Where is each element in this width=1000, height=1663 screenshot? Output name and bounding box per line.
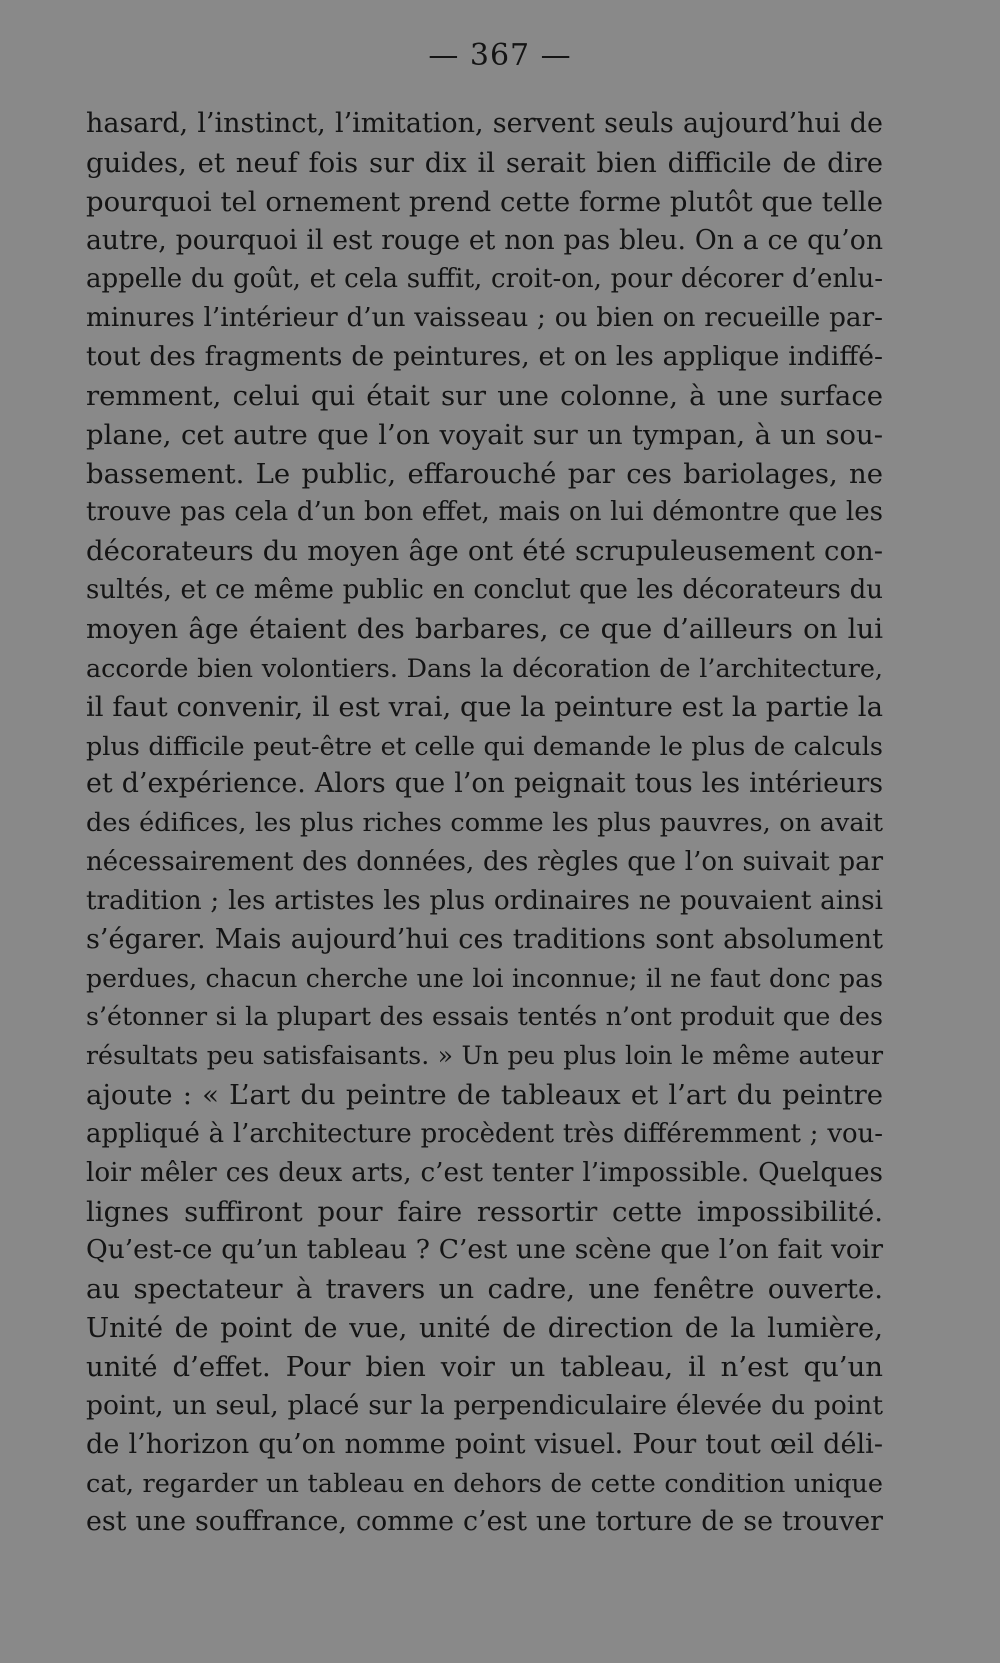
text-line: trouve pas cela d’un bon effet, mais on lui démontre que les	[86, 497, 883, 528]
body-text	[86, 105, 883, 1542]
text-line: point, un seul, placé sur la perpendiculaire élevée du point	[86, 1389, 883, 1421]
text-line: décorateurs du moyen âge ont été scrupuleusement con-	[86, 535, 883, 568]
text-line: cat, regarder un tableau en dehors de cette condition unique	[86, 1468, 883, 1499]
text-line: perdues, chacun cherche une loi inconnue; il ne faut donc pas	[86, 963, 883, 993]
text-line: s’étonner si la plupart des essais tentés n’ont produit que des	[86, 1002, 883, 1032]
text-line: résultats peu satisfaisants. » Un peu plus loin le même auteur	[86, 1041, 883, 1071]
text-line: plus difficile peut-être et celle qui demande le plus de calculs	[86, 730, 883, 761]
text-line: s’égarer. Mais aujourd’hui ces traditions sont absolument	[86, 923, 883, 955]
text-line: minures l’intérieur d’un vaisseau ; ou bien on recueille par-	[86, 303, 883, 334]
text-line: guides, et neuf fois sur dix il serait bien difficile de dire	[86, 146, 883, 179]
text-line: est une souffrance, comme c’est une torture de se trouver	[86, 1506, 883, 1538]
text-line: ajoute : « L’art du peintre de tableaux et l’art du peintre	[86, 1079, 883, 1112]
text-line: autre, pourquoi il est rouge et non pas bleu. On a ce qu’on	[86, 224, 883, 256]
text-line: lignes suffiront pour faire ressortir cette impossibilité.	[86, 1195, 883, 1228]
text-line: moyen âge étaient des barbares, ce que d’ailleurs on lui	[86, 612, 883, 645]
text-line: remment, celui qui était sur une colonne, à une surface	[86, 379, 883, 412]
text-line: des édifices, les plus riches comme les plus pauvres, on avait	[86, 808, 883, 839]
text-line: Unité de point de vue, unité de direction de la lumière,	[86, 1312, 883, 1345]
text-line: accorde bien volontiers. Dans la décoration de l’architecture,	[86, 652, 883, 683]
page-number: — 367 —	[428, 38, 572, 73]
text-line: nécessairement des données, des règles que l’on suivait par	[86, 847, 883, 878]
text-line: Qu’est-ce qu’un tableau ? C’est une scène que l’on fait voir	[86, 1234, 883, 1266]
text-line: il faut convenir, il est vrai, que la peinture est la partie la	[86, 690, 883, 723]
text-line: et d’expérience. Alors que l’on peignait tous les intérieurs	[86, 768, 883, 800]
text-line: tout des fragments de peintures, et on les applique indiffé-	[86, 341, 883, 373]
text-line: unité d’effet. Pour bien voir un tableau, il n’est qu’un	[86, 1351, 883, 1383]
text-line: pourquoi tel ornement prend cette forme plutôt que telle	[86, 185, 883, 218]
text-line: plane, cet autre que l’on voyait sur un tympan, à un sou-	[86, 418, 883, 451]
text-line: tradition ; les artistes les plus ordinaires ne pouvaient ainsi	[86, 885, 883, 916]
text-line: hasard, l’instinct, l’imitation, servent seuls aujourd’hui de	[86, 108, 883, 139]
text-line: appliqué à l’architecture procèdent très différemment ; vou-	[86, 1118, 883, 1149]
text-line: appelle du goût, et cela suffit, croit-on, pour décorer d’enlu-	[86, 264, 883, 295]
text-line: sultés, et ce même public en conclut que les décorateurs du	[86, 575, 883, 606]
text-line: loir mêler ces deux arts, c’est tenter l’impossible. Quelques	[86, 1157, 883, 1188]
text-line: de l’horizon qu’on nomme point visuel. Pour tout œil déli-	[86, 1428, 883, 1460]
text-line: bassement. Le public, effarouché par ces bariolages, ne	[86, 457, 883, 490]
text-line: au spectateur à travers un cadre, une fenêtre ouverte.	[86, 1273, 883, 1306]
